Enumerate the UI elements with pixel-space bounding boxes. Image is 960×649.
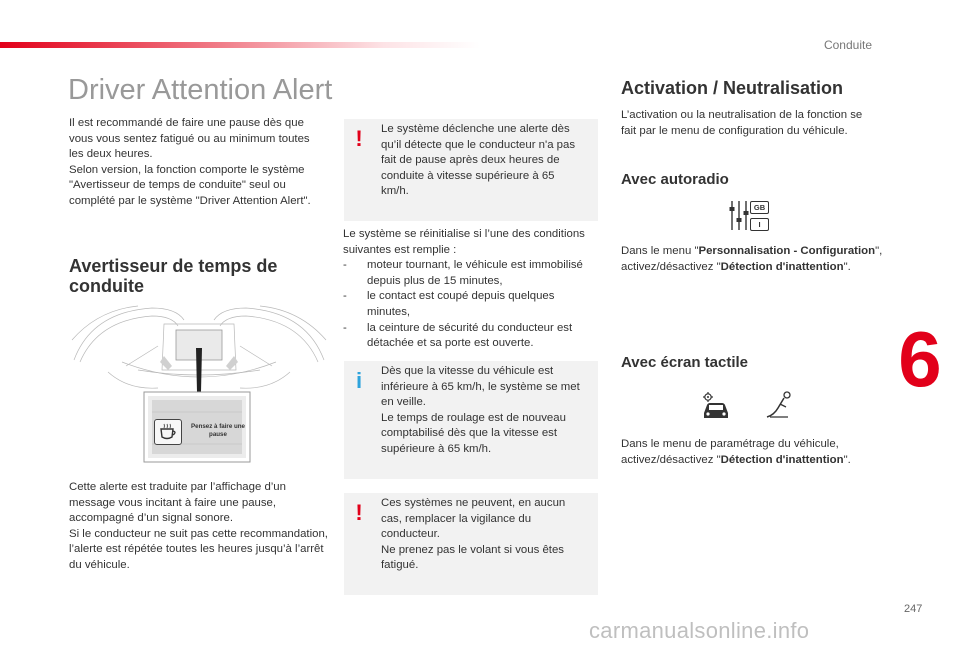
text-fragment: ".	[843, 453, 851, 466]
reset-intro: Le système se réinitialise si l’une des conditions suivantes est remplie :	[343, 228, 585, 256]
text-fragment: ", activez/désactivez "	[621, 245, 883, 273]
info-paragraph: Dès que la vitesse du véhicule est inférieure à 65 km/h, le système se met en veille.	[381, 365, 580, 409]
reset-conditions	[343, 227, 597, 352]
list-item: - le contact est coupé depuis quelques minutes,	[343, 289, 597, 320]
dashboard-illustration	[68, 300, 330, 468]
info-note	[344, 361, 598, 479]
intro-paragraph: Selon version, la fonction comporte le système "Avertisseur de temps de conduite" seul ou complété par le système "Driver Attention Alert".	[69, 163, 311, 207]
autoradio-instructions	[621, 244, 883, 275]
warning-text	[381, 496, 581, 574]
option-name: Détection d'inattention	[720, 260, 844, 273]
section-heading-driving-time: Avertisseur de temps de conduite	[69, 256, 278, 296]
body-paragraph: Si le conducteur ne suit pas cette recommandation, l’alerte est répétée toutes les heures jusqu’à l’arrêt du véhicule.	[69, 527, 328, 571]
info-text	[381, 364, 591, 458]
settings-sliders-icon	[728, 198, 770, 232]
info-paragraph: Le temps de roulage est de nouveau comptabilisé dès que la vitesse est supérieure à 65 km/h.	[381, 411, 566, 455]
page-title: Driver Attention Alert	[68, 74, 333, 106]
steering-driver-icon	[762, 390, 794, 422]
autoradio-heading: Avec autoradio	[621, 171, 729, 188]
warning-icon: !	[355, 500, 363, 525]
car-settings-icon	[700, 391, 732, 421]
pause-message: Pensez à faire une pause	[191, 423, 245, 438]
text-fragment: Dans le menu "	[621, 245, 699, 257]
alert-description	[69, 480, 331, 574]
section-label: Conduite	[823, 38, 872, 52]
language-badge: GB	[750, 201, 769, 214]
intro-text	[69, 116, 325, 210]
list-item: - la ceinture de sécurité du conducteur est détachée et sa porte est ouverte.	[343, 321, 597, 352]
unit-badge: I	[750, 218, 769, 231]
option-name: Détection d'inattention	[720, 453, 844, 466]
info-icon: i	[355, 368, 363, 393]
warning-paragraph: Ces systèmes ne peuvent, en aucun cas, remplacer la vigilance du conducteur.	[381, 497, 566, 541]
text-fragment: ".	[843, 260, 851, 273]
top-accent-bar	[0, 42, 480, 48]
warning-note-1	[344, 119, 598, 221]
chapter-number: 6	[898, 315, 942, 403]
watermark: carmanualsonline.info	[589, 618, 810, 643]
activation-heading: Activation / Neutralisation	[621, 78, 844, 98]
body-paragraph: Cette alerte est traduite par l’affichage d’un message vous incitant à faire une pause, accompagné d’un signal sonore.	[69, 481, 286, 525]
coffee-cup-icon	[154, 419, 182, 445]
touchscreen-heading: Avec écran tactile	[621, 354, 749, 371]
warning-icon: !	[355, 126, 363, 151]
warning-note-2	[344, 493, 598, 595]
text-fragment: Dans le menu de paramétrage du véhicule, activez/désactivez "	[621, 438, 839, 466]
list-item: - moteur tournant, le véhicule est immobilisé depuis plus de 15 minutes,	[343, 258, 597, 289]
activation-intro: L’activation ou la neutralisation de la fonction se fait par le menu de configuration du véhicule.	[621, 109, 863, 137]
warning-text: Le système déclenche une alerte dès qu’il détecte que le conducteur n'a pas fait de pause après deux heures de conduite à vitesse supérieure à 65 km/h.	[381, 123, 576, 198]
page-number: 247	[904, 603, 923, 615]
menu-name: Personnalisation - Configuration	[698, 245, 876, 257]
warning-paragraph: Ne prenez pas le volant si vous êtes fatigué.	[381, 543, 564, 572]
intro-paragraph: Il est recommandé de faire une pause dès que vous vous sentez fatigué ou au minimum toutes les deux heures.	[69, 117, 310, 161]
touchscreen-instructions	[621, 437, 883, 468]
